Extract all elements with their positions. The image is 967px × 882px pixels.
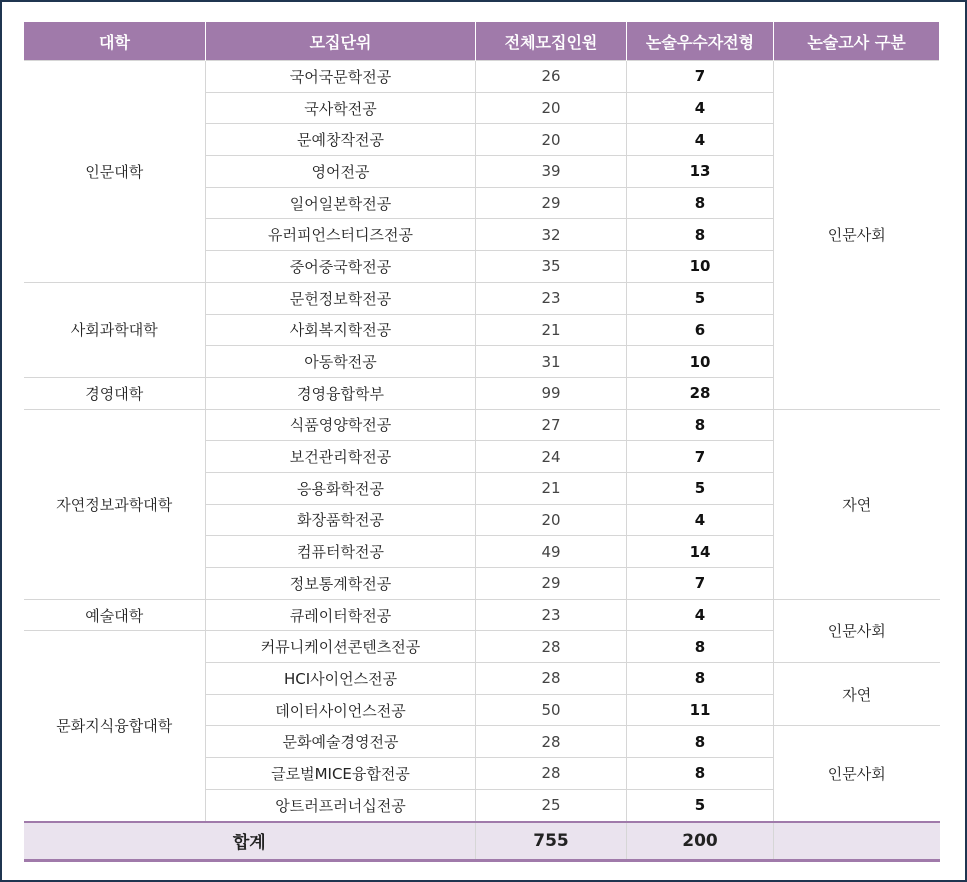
unit-cell: 컴퓨터학전공 xyxy=(206,536,476,568)
total-cell: 31 xyxy=(476,346,627,378)
essay-cell: 14 xyxy=(627,536,774,568)
essay-cell: 8 xyxy=(627,187,774,219)
exam-type-cell-humanities-social: 인문사회 xyxy=(774,61,940,410)
exam-type-cell-natural: 자연 xyxy=(774,663,940,726)
unit-cell: HCI사이언스전공 xyxy=(206,663,476,695)
essay-cell: 7 xyxy=(627,568,774,600)
unit-cell: 커뮤니케이션콘텐츠전공 xyxy=(206,631,476,663)
total-cell: 99 xyxy=(476,377,627,409)
essay-cell: 5 xyxy=(627,789,774,821)
essay-cell: 5 xyxy=(627,282,774,314)
essay-cell: 28 xyxy=(627,377,774,409)
essay-cell: 4 xyxy=(627,124,774,156)
college-cell-business: 경영대학 xyxy=(24,377,206,409)
essay-cell: 8 xyxy=(627,631,774,663)
total-cell: 20 xyxy=(476,504,627,536)
total-cell: 28 xyxy=(476,631,627,663)
essay-cell: 10 xyxy=(627,346,774,378)
total-cell: 21 xyxy=(476,472,627,504)
table-row xyxy=(24,409,940,441)
unit-cell: 중어중국학전공 xyxy=(206,251,476,283)
essay-cell: 8 xyxy=(627,663,774,695)
unit-cell: 국사학전공 xyxy=(206,92,476,124)
essay-cell: 7 xyxy=(627,61,774,93)
total-cell: 39 xyxy=(476,156,627,188)
essay-cell: 8 xyxy=(627,409,774,441)
total-label: 합계 xyxy=(24,822,476,861)
essay-cell: 8 xyxy=(627,726,774,758)
total-cell: 25 xyxy=(476,789,627,821)
college-cell-humanities: 인문대학 xyxy=(24,61,206,283)
header-total-quota: 전체모집인원 xyxy=(476,22,627,61)
unit-cell: 영어전공 xyxy=(206,156,476,188)
header-exam-type: 논술고사 구분 xyxy=(774,22,940,61)
college-cell-arts: 예술대학 xyxy=(24,599,206,631)
header-college: 대학 xyxy=(24,22,206,61)
total-cell: 49 xyxy=(476,536,627,568)
essay-cell: 13 xyxy=(627,156,774,188)
table-header-row xyxy=(24,22,940,61)
total-cell: 23 xyxy=(476,599,627,631)
table-row xyxy=(24,599,940,631)
total-cell: 26 xyxy=(476,61,627,93)
total-blank-cell xyxy=(774,822,940,861)
total-cell: 50 xyxy=(476,694,627,726)
admission-table xyxy=(23,22,940,862)
unit-cell: 문헌정보학전공 xyxy=(206,282,476,314)
unit-cell: 사회복지학전공 xyxy=(206,314,476,346)
unit-cell: 국어국문학전공 xyxy=(206,61,476,93)
unit-cell: 앙트러프러너십전공 xyxy=(206,789,476,821)
essay-cell: 8 xyxy=(627,758,774,790)
total-cell: 29 xyxy=(476,187,627,219)
total-row xyxy=(24,822,940,861)
essay-cell: 4 xyxy=(627,599,774,631)
total-cell: 21 xyxy=(476,314,627,346)
total-cell: 28 xyxy=(476,726,627,758)
essay-cell: 8 xyxy=(627,219,774,251)
total-cell: 20 xyxy=(476,92,627,124)
exam-type-cell-natural: 자연 xyxy=(774,409,940,599)
total-cell: 29 xyxy=(476,568,627,600)
essay-cell: 4 xyxy=(627,92,774,124)
essay-cell: 11 xyxy=(627,694,774,726)
unit-cell: 문예창작전공 xyxy=(206,124,476,156)
unit-cell: 데이터사이언스전공 xyxy=(206,694,476,726)
unit-cell: 문화예술경영전공 xyxy=(206,726,476,758)
total-cell: 32 xyxy=(476,219,627,251)
unit-cell: 화장품학전공 xyxy=(206,504,476,536)
total-cell: 28 xyxy=(476,758,627,790)
essay-cell: 10 xyxy=(627,251,774,283)
essay-quota-sum: 200 xyxy=(627,822,774,861)
total-cell: 20 xyxy=(476,124,627,156)
total-cell: 24 xyxy=(476,441,627,473)
unit-cell: 아동학전공 xyxy=(206,346,476,378)
essay-cell: 5 xyxy=(627,472,774,504)
unit-cell: 정보통계학전공 xyxy=(206,568,476,600)
header-essay-quota: 논술우수자전형 xyxy=(627,22,774,61)
unit-cell: 큐레이터학전공 xyxy=(206,599,476,631)
college-cell-culture: 문화지식융합대학 xyxy=(24,631,206,822)
header-unit: 모집단위 xyxy=(206,22,476,61)
total-quota-sum: 755 xyxy=(476,822,627,861)
unit-cell: 식품영양학전공 xyxy=(206,409,476,441)
unit-cell: 응용화학전공 xyxy=(206,472,476,504)
exam-type-cell-humanities-social: 인문사회 xyxy=(774,726,940,822)
total-cell: 28 xyxy=(476,663,627,695)
unit-cell: 일어일본학전공 xyxy=(206,187,476,219)
exam-type-cell-humanities-social: 인문사회 xyxy=(774,599,940,662)
essay-cell: 6 xyxy=(627,314,774,346)
table-row xyxy=(24,61,940,93)
essay-cell: 7 xyxy=(627,441,774,473)
unit-cell: 글로벌MICE융합전공 xyxy=(206,758,476,790)
total-cell: 23 xyxy=(476,282,627,314)
unit-cell: 경영융합학부 xyxy=(206,377,476,409)
essay-cell: 4 xyxy=(627,504,774,536)
unit-cell: 보건관리학전공 xyxy=(206,441,476,473)
unit-cell: 유러피언스터디즈전공 xyxy=(206,219,476,251)
total-cell: 35 xyxy=(476,251,627,283)
college-cell-social: 사회과학대학 xyxy=(24,282,206,377)
college-cell-natural: 자연정보과학대학 xyxy=(24,409,206,599)
total-cell: 27 xyxy=(476,409,627,441)
